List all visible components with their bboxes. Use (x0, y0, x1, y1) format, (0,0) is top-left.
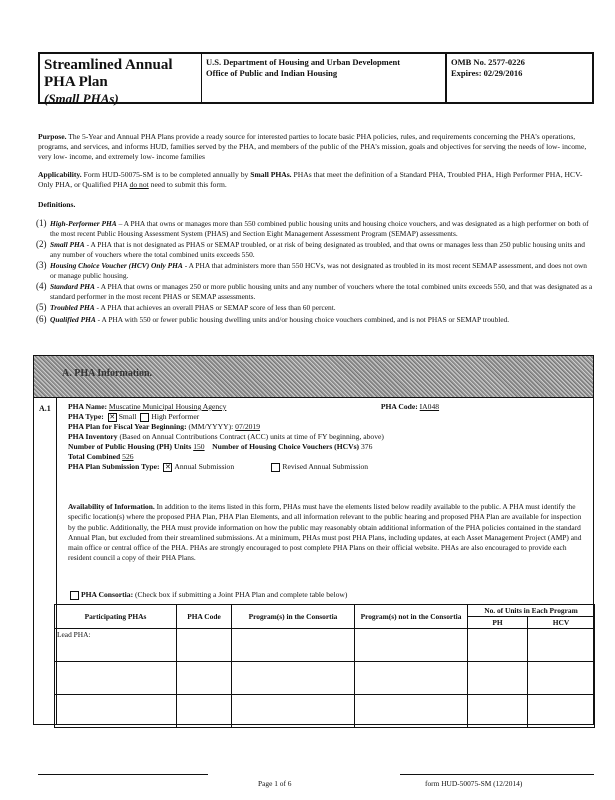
availability-paragraph (68, 502, 583, 564)
definition-number: (1) (36, 218, 47, 228)
small-checkbox-checked[interactable]: ✕ (109, 412, 116, 421)
table-cell[interactable] (528, 695, 595, 728)
purpose-paragraph (38, 132, 594, 162)
pha-type-line (68, 412, 199, 422)
applicability-paragraph (38, 170, 594, 190)
table-cell[interactable] (177, 662, 232, 695)
table-row (55, 662, 595, 695)
form-title: Streamlined Annual (44, 57, 173, 73)
definition-item (36, 303, 594, 313)
annual-submission-checkbox-checked[interactable]: ✕ (164, 462, 171, 471)
table-cell[interactable] (468, 695, 528, 728)
inventory-line (68, 432, 384, 442)
table-row (55, 695, 595, 728)
purpose-text: The 5-Year and Annual PHA Plans provide a ready source for interested parties to locate basic PHA policies, rules, and requirements concerning the PHA's operations, programs, and services, and informs HUD, families served by the PHA, and members of the public of the PHA's mission, goals and objectives for serving the needs of low- income, very low- income, and extremely low- income families (38, 132, 587, 161)
form-number: form HUD-50075-SM (12/2014) (425, 779, 523, 788)
col-programs-not-in: Program(s) not in the Consortia (355, 605, 468, 629)
definition-term: Qualified PHA (50, 314, 96, 324)
office: Office of Public and Indian Housing (206, 68, 338, 78)
table-row (55, 629, 595, 662)
definition-text (50, 303, 336, 313)
col-programs-in: Program(s) in the Consortia (232, 605, 355, 629)
definition-body: - A PHA that owns or manages 250 or more public housing units and any number of vouchers where the total combined units exceeds 550, and that was designated as a standard performer in the most recent PHAS or SEMAP assessments. (50, 282, 593, 301)
definition-item (36, 219, 594, 238)
table-cell[interactable] (355, 662, 468, 695)
definitions-list (36, 219, 594, 326)
definition-term: Standard PHA (50, 282, 95, 291)
definition-body: - A PHA with 550 or fewer public housing dwelling units and/or housing choice vouchers combined, and is not PHAS or SEMAP troubled. (97, 314, 510, 324)
ph-units-value[interactable]: 150 (193, 442, 205, 451)
revised-submission-checkbox[interactable] (271, 463, 280, 472)
do-not: do not (129, 180, 149, 189)
pha-code-value[interactable]: IA048 (419, 402, 440, 411)
table-cell[interactable] (232, 695, 355, 728)
definition-text (50, 315, 509, 325)
fiscal-year-format: (MM/YYYY): (188, 422, 234, 431)
hcv-label: Number of Housing Choice Vouchers (HCVs) (212, 442, 360, 451)
section-a (33, 355, 594, 725)
definition-item (36, 240, 594, 259)
definition-text (50, 282, 594, 301)
definition-text (50, 240, 594, 259)
small-label: Small (118, 412, 137, 421)
definition-number: (5) (36, 302, 47, 312)
col-pha-code: PHA Code (177, 605, 232, 629)
definition-number: (2) (36, 239, 47, 249)
units-line (68, 442, 372, 452)
department: U.S. Department of Housing and Urban Development (206, 57, 401, 67)
pha-code-label: PHA Code: (380, 402, 418, 411)
total-value[interactable]: 526 (122, 452, 134, 461)
consortia-table (54, 604, 595, 728)
pha-type-label: PHA Type: (68, 412, 104, 421)
fiscal-year-label: PHA Plan for Fiscal Year Beginning: (68, 422, 187, 431)
total-label: Total Combined (68, 452, 121, 461)
total-line (68, 452, 134, 462)
table-cell[interactable] (55, 662, 177, 695)
definition-text (50, 261, 594, 280)
applicability-text-2: PHAs that meet the definition of a Standard PHA, Troubled PHA, High Performer PHA, HCV-Only PHA, or Qualified PHA (38, 170, 583, 189)
table-cell[interactable] (232, 629, 355, 662)
form-header (38, 52, 594, 104)
omb-number: OMB No. 2577-0226 (451, 57, 525, 67)
pha-name-label: PHA Name: (68, 402, 108, 411)
fiscal-year-line (68, 422, 260, 432)
table-cell[interactable] (355, 629, 468, 662)
availability-label: Availability of Information. (68, 502, 155, 511)
definition-number: (3) (36, 260, 47, 270)
table-cell[interactable] (468, 629, 528, 662)
form-title-2: PHA Plan (44, 74, 108, 90)
definition-term: Troubled PHA (50, 303, 95, 312)
inventory-note: (Based on Annual Contributions Contract (ACC) units at time of FY beginning, above) (119, 432, 384, 441)
consortia-note: (Check box if submitting a Joint PHA Plan and complete table below) (135, 590, 348, 599)
table-cell[interactable] (528, 629, 595, 662)
pha-name-value[interactable]: Muscatine Municipal Housing Agency (108, 402, 227, 411)
definition-item (36, 282, 594, 301)
submission-type-line (68, 462, 583, 472)
col-units: No. of Units in Each Program (468, 605, 595, 617)
definition-term: High-Performer PHA (50, 219, 117, 228)
consortia-checkbox[interactable] (70, 591, 79, 600)
definition-number: (4) (36, 281, 47, 291)
definition-item (36, 261, 594, 280)
purpose-label: Purpose. (38, 132, 67, 141)
table-cell[interactable] (177, 695, 232, 728)
annual-submission-label: Annual Submission (174, 462, 235, 471)
definition-term: Housing Choice Voucher (HCV) Only PHA (50, 261, 183, 270)
definition-text (50, 219, 594, 238)
form-subtitle: (Small PHAs) (44, 91, 119, 106)
table-cell[interactable] (232, 662, 355, 695)
col-participating-phas: Participating PHAs (55, 605, 177, 629)
col-hcv: HCV (528, 617, 595, 629)
definition-term: Small PHA (50, 240, 85, 249)
definitions-label: Definitions. (38, 200, 76, 209)
item-a1-label: A.1 (39, 404, 51, 413)
definition-body: - A PHA that is not designated as PHAS or SEMAP troubled, or at risk of being designated as troubled, and that owns or manages less than 250 public housing units and any number of vouchers where the total combined units exceeds 550. (50, 240, 585, 259)
applicability-text: Form HUD-50075-SM is to be completed annually by (83, 170, 249, 179)
table-cell[interactable]: Lead PHA: (55, 629, 177, 662)
table-cell[interactable] (468, 662, 528, 695)
inventory-label: PHA Inventory (68, 432, 118, 441)
definition-body: - A PHA that achieves an overall PHAS or SEMAP score of less than 60 percent. (96, 303, 336, 312)
fiscal-year-value[interactable]: 07/2019 (235, 422, 261, 431)
table-cell[interactable] (177, 629, 232, 662)
hcv-value[interactable]: 376 (360, 442, 373, 451)
table-cell[interactable] (355, 695, 468, 728)
expiration: Expires: 02/29/2016 (451, 68, 523, 78)
high-performer-label: High Performer (151, 412, 200, 421)
small-phas: Small PHAs. (250, 170, 292, 179)
footer-rule-right (400, 774, 594, 775)
high-performer-checkbox[interactable] (140, 413, 149, 422)
col-ph: PH (468, 617, 528, 629)
section-heading: A. PHA Information. (62, 368, 152, 379)
consortia-line (68, 590, 347, 600)
footer-rule (38, 774, 208, 775)
submission-type-label: PHA Plan Submission Type: (68, 462, 160, 471)
table-cell[interactable] (55, 695, 177, 728)
availability-text: In addition to the items listed in this form, PHAs must have the elements listed below readily available to the public. A PHA must identify the specific location(s) where the proposed PHA Plan, PHA Plan Elements, and all information relevant to the public hearing and proposed PHA Plan are available for inspection by the public. Additionally, the PHA must provide information on how the public may reasonably obtain additional information of the PHA policies contained in the standard Annual Plan, but excluded from their streamlined submissions. At a minimum, PHAs must post PHA Plans, including updates, at each Asset Management Project (AMP) and main office or central office of the PHA. PHAs are strongly encouraged to post complete PHA Plans on their official website. PHAs are also encouraged to provide each resident council a copy of their PHA Plans. (68, 502, 582, 563)
table-cell[interactable] (528, 662, 595, 695)
definition-number: (6) (36, 313, 47, 324)
consortia-label: PHA Consortia: (81, 590, 134, 599)
definition-item (36, 315, 594, 325)
section-heading-bar (34, 356, 593, 398)
definition-body: - A PHA that administers more than 550 HCVs, was not designated as troubled in its most recent SEMAP assessment, and does not own or manage public housing. (50, 261, 587, 280)
page-number: Page 1 of 6 (258, 779, 292, 788)
pha-name-line (68, 402, 583, 412)
applicability-text-3: need to submit this form. (150, 180, 227, 189)
ph-units-label: Number of Public Housing (PH) Units (68, 442, 192, 451)
applicability-label: Applicability. (38, 170, 82, 179)
revised-submission-label: Revised Annual Submission (282, 462, 369, 471)
definition-body: – A PHA that owns or manages more than 550 combined public housing units and housing choice vouchers, and was designated as a high performer on both of the most recent Public Housing Assessment System (PHAS) and Section Eight Management Assessment Program (SEMAP) assessments. (50, 219, 589, 238)
